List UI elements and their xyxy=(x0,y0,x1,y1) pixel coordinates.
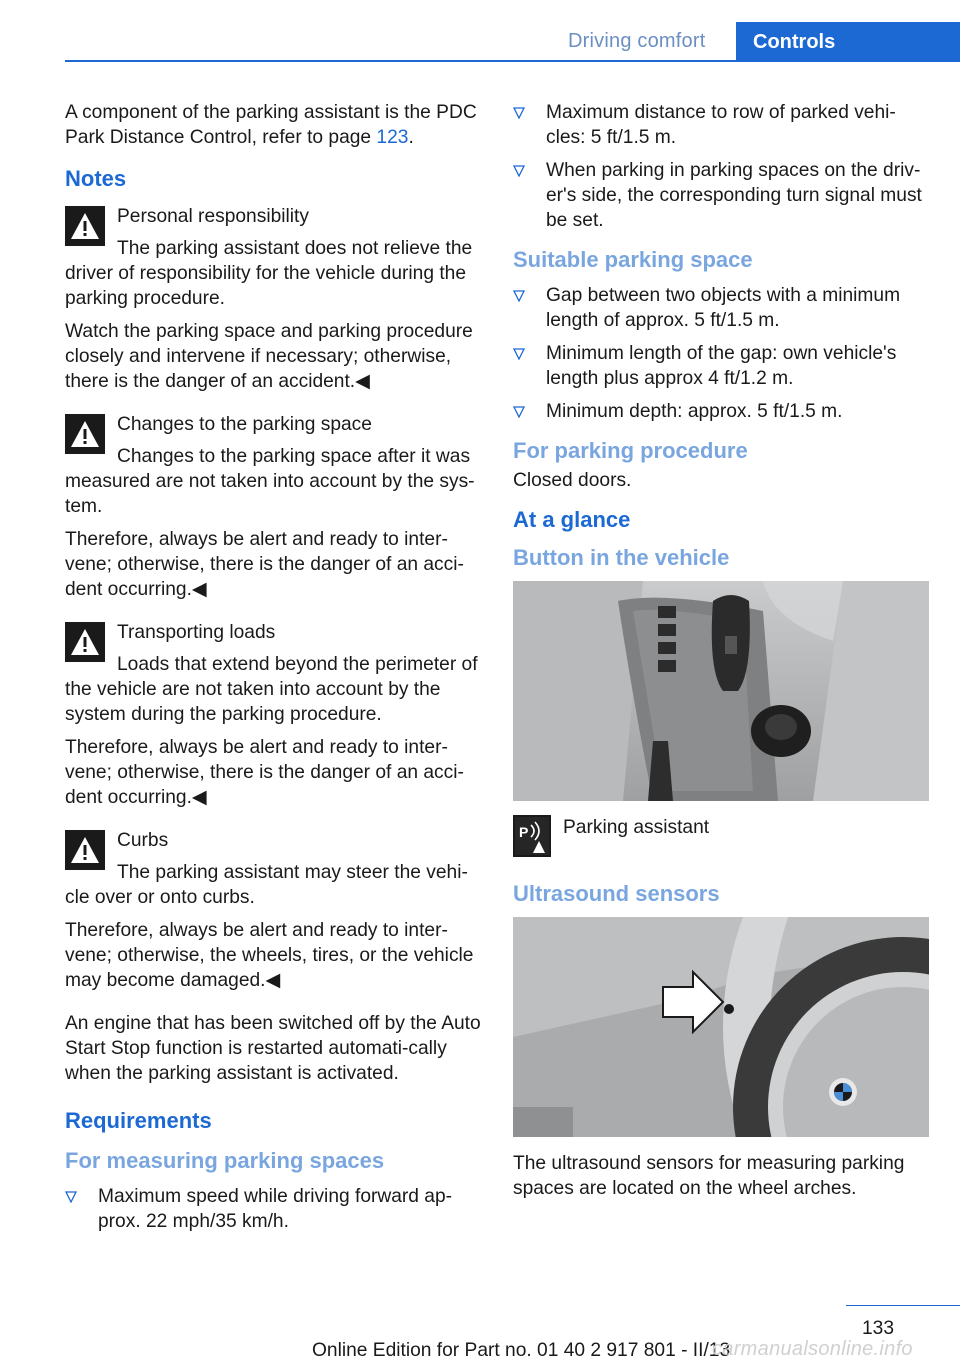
vehicle-console-image xyxy=(513,581,929,801)
list-item: Maximum speed while driving forward ap‐prox. 22 mph/35 km/h. xyxy=(65,1184,483,1234)
warning-title: Personal responsibility xyxy=(117,206,309,227)
warning-text: The parking assistant does not relieve the driver of responsibility for the vehicle during the parking procedure. xyxy=(65,238,473,309)
header-rule xyxy=(65,60,960,62)
page-number: 133 xyxy=(862,1318,895,1339)
watermark: carmanualsonline.info xyxy=(712,1338,913,1360)
list-item: Gap between two objects with a minimum length of approx. 5 ft/1.5 m. xyxy=(513,283,929,333)
engine-paragraph: An engine that has been switched off by the Auto Start Stop function is restarted automati‐cally when the parking assistant is activated. xyxy=(65,1013,481,1084)
warning-curbs xyxy=(65,828,483,910)
warning-triangle-icon xyxy=(65,414,105,454)
parking-assistant-label: Parking assistant xyxy=(563,817,710,838)
suitable-heading: Suitable parking space xyxy=(513,247,753,272)
warning-personal-responsibility xyxy=(65,204,483,311)
warning-text: Loads that extend beyond the perimeter of the vehicle are not taken into account by the system during the parking procedure. xyxy=(65,654,478,725)
footer-rule xyxy=(846,1305,960,1306)
measuring-heading: For measuring parking spaces xyxy=(65,1148,385,1173)
measuring-bullet-list-cont xyxy=(513,100,929,233)
warning-title: Curbs xyxy=(117,830,169,851)
warning-transporting-loads xyxy=(65,620,483,727)
warning-extra: Therefore, always be alert and ready to inter‐vene; otherwise, there is the danger of an acci‐dent occurring.◀ xyxy=(65,737,464,808)
triangle-bullet-icon xyxy=(65,1191,77,1203)
requirements-heading: Requirements xyxy=(65,1108,212,1133)
list-item: Minimum depth: approx. 5 ft/1.5 m. xyxy=(513,399,929,424)
list-item: Minimum length of the gap: own vehicle's length plus approx 4 ft/1.2 m. xyxy=(513,341,929,391)
wheel-arch-sensor-image xyxy=(513,917,929,1137)
parking-assistant-icon[interactable] xyxy=(513,815,551,857)
triangle-bullet-icon xyxy=(513,165,525,177)
edition-line: Online Edition for Part no. 01 40 2 917 801 - II/13 xyxy=(312,1340,731,1361)
parking-assistant-button-row xyxy=(513,815,929,865)
ultrasound-heading: Ultrasound sensors xyxy=(513,881,720,906)
triangle-bullet-icon xyxy=(513,348,525,360)
triangle-bullet-icon xyxy=(513,406,525,418)
warning-extra: Therefore, always be alert and ready to inter‐vene; otherwise, the wheels, tires, or the vehicle may become damaged.◀ xyxy=(65,920,474,991)
page-link[interactable]: 123 xyxy=(376,127,409,148)
warning-text: Changes to the parking space after it was measured are not taken into account by the sys‐tem. xyxy=(65,446,475,517)
warning-triangle-icon xyxy=(65,830,105,870)
triangle-bullet-icon xyxy=(513,290,525,302)
intro-paragraph: A component of the parking assistant is the PDC Park Distance Control, refer to page 123. xyxy=(65,102,477,148)
warning-title: Transporting loads xyxy=(117,622,276,643)
warning-text: The parking assistant may steer the vehi‐cle over or onto curbs. xyxy=(65,862,468,908)
suitable-bullet-list xyxy=(513,283,929,424)
warning-title: Changes to the parking space xyxy=(117,414,372,435)
warning-changes-parking-space xyxy=(65,412,483,519)
left-column xyxy=(65,100,483,1242)
list-item: Maximum distance to row of parked vehi‐cles: 5 ft/1.5 m. xyxy=(513,100,929,150)
header-tab-controls[interactable] xyxy=(736,22,960,62)
warning-extra: Watch the parking space and parking procedure closely and intervene if necessary; otherwise, there is the danger of an accident.◀ xyxy=(65,321,473,392)
procedure-text: Closed doors. xyxy=(513,470,632,491)
procedure-heading: For parking procedure xyxy=(513,438,748,463)
warning-triangle-icon xyxy=(65,622,105,662)
ultrasound-text: The ultrasound sensors for measuring parking spaces are located on the wheel arches. xyxy=(513,1153,905,1199)
triangle-bullet-icon xyxy=(513,107,525,119)
header-tab-label: Controls xyxy=(753,31,836,53)
warning-triangle-icon xyxy=(65,206,105,246)
list-item: When parking in parking spaces on the driv‐er's side, the corresponding turn signal must be set. xyxy=(513,158,929,233)
header-section-title: Driving comfort xyxy=(568,30,706,52)
svg-text:P: P xyxy=(519,824,529,840)
measuring-bullet-list xyxy=(65,1184,483,1234)
warning-extra: Therefore, always be alert and ready to inter‐vene; otherwise, there is the danger of an acci‐dent occurring.◀ xyxy=(65,529,464,600)
right-column xyxy=(513,100,929,1209)
notes-heading: Notes xyxy=(65,166,127,191)
glance-heading: At a glance xyxy=(513,507,631,532)
button-heading: Button in the vehicle xyxy=(513,545,730,570)
